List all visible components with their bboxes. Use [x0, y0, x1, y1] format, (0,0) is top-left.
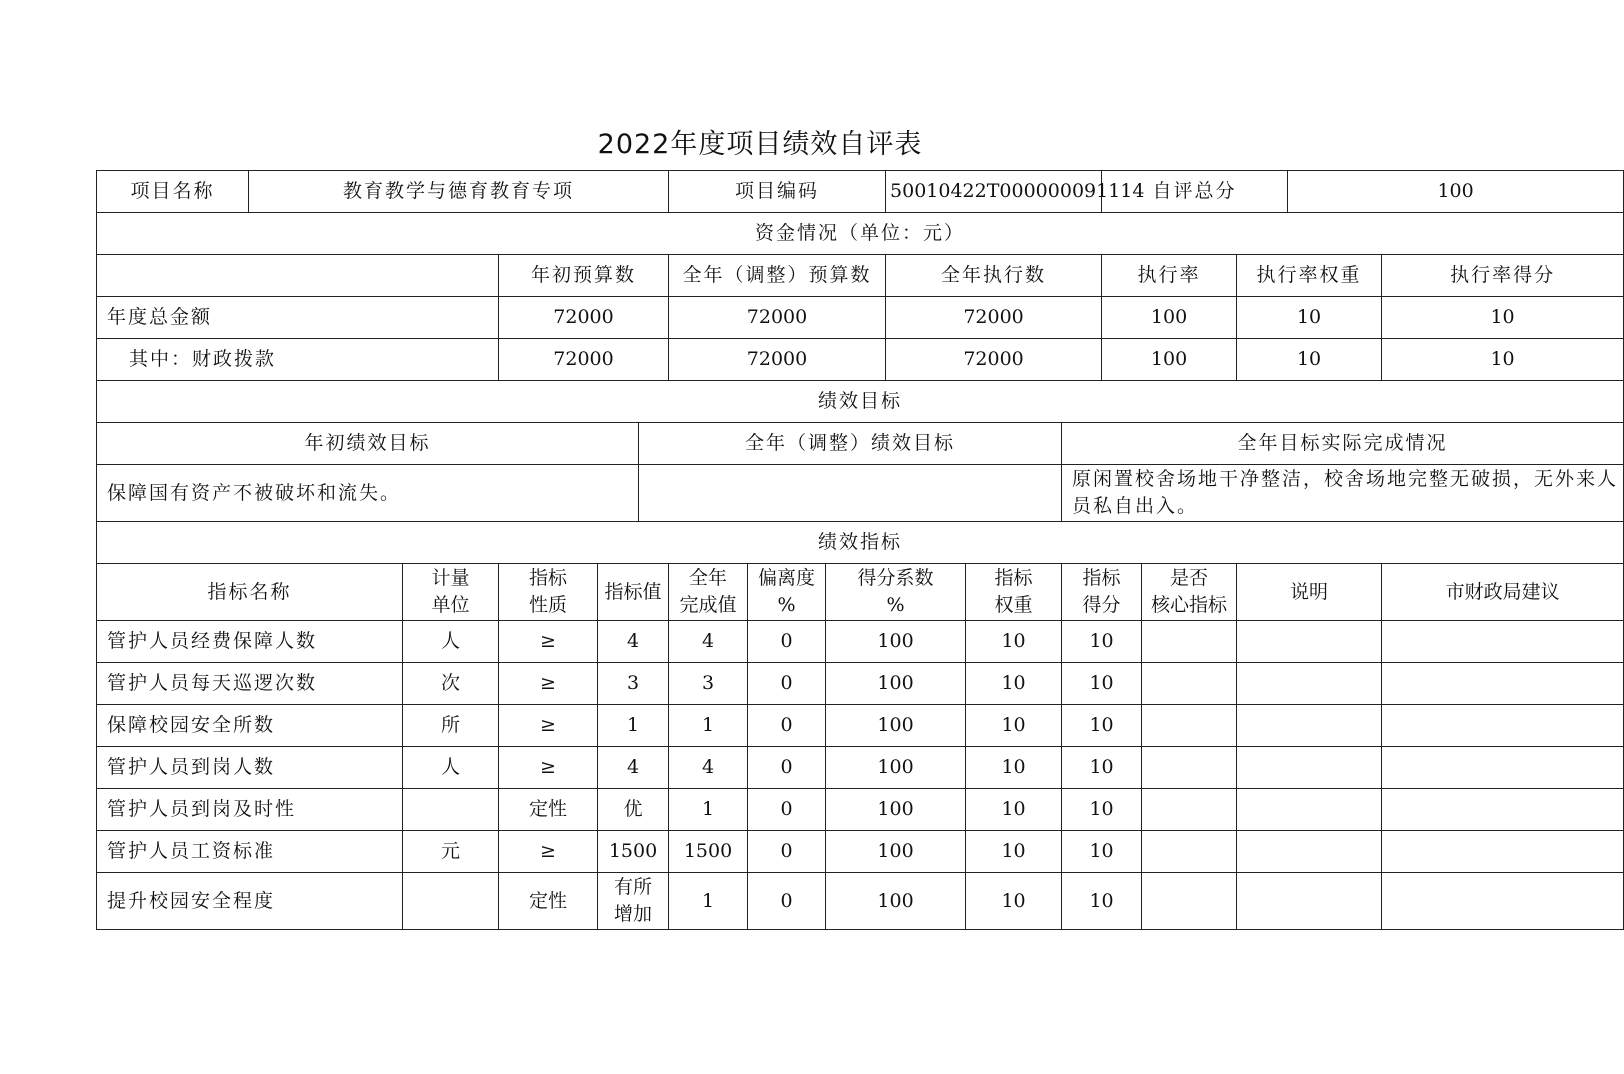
ind-done: 3 [669, 663, 748, 705]
ind-weight: 10 [966, 621, 1062, 663]
ind-value: 1500 [598, 831, 669, 873]
ind-header-score: 指标 得分 [1062, 564, 1142, 621]
project-code-value: 50010422T000000091114 [886, 171, 1102, 213]
ind-name: 管护人员到岗及时性 [97, 789, 403, 831]
ind-core [1142, 789, 1237, 831]
ind-value: 4 [598, 747, 669, 789]
ind-advice [1382, 747, 1624, 789]
funds-cell: 10 [1382, 297, 1624, 339]
ind-deviation: 0 [748, 873, 826, 930]
ind-advice [1382, 621, 1624, 663]
ind-header-coefficient: 得分系数 % [826, 564, 966, 621]
funds-cell: 72000 [886, 339, 1102, 381]
ind-weight: 10 [966, 663, 1062, 705]
ind-core [1142, 747, 1237, 789]
ind-note [1237, 789, 1382, 831]
ind-value: 优 [598, 789, 669, 831]
ind-coefficient: 100 [826, 705, 966, 747]
funds-cell: 10 [1237, 297, 1382, 339]
ind-deviation: 0 [748, 747, 826, 789]
ind-value: 4 [598, 621, 669, 663]
goal-initial: 保障国有资产不被破坏和流失。 [97, 465, 639, 522]
ind-unit: 元 [403, 831, 499, 873]
ind-deviation: 0 [748, 663, 826, 705]
ind-coefficient: 100 [826, 663, 966, 705]
page-title: 2022年度项目绩效自评表 [597, 129, 923, 160]
ind-nature: ≥ [499, 663, 598, 705]
ind-header-weight: 指标 权重 [966, 564, 1062, 621]
funds-header-row [97, 255, 1624, 297]
ind-nature: 定性 [499, 789, 598, 831]
ind-nature: 定性 [499, 873, 598, 930]
table-row [97, 831, 1624, 873]
ind-score: 10 [1062, 747, 1142, 789]
table-row [97, 747, 1624, 789]
ind-score: 10 [1062, 663, 1142, 705]
ind-score: 10 [1062, 873, 1142, 930]
ind-note [1237, 663, 1382, 705]
project-code-label: 项目编码 [669, 171, 886, 213]
ind-value: 1 [598, 705, 669, 747]
ind-done: 1 [669, 789, 748, 831]
ind-unit [403, 789, 499, 831]
ind-header-note: 说明 [1237, 564, 1382, 621]
funds-row-label: 年度总金额 [97, 297, 499, 339]
ind-score: 10 [1062, 621, 1142, 663]
ind-unit [403, 873, 499, 930]
ind-header-done: 全年 完成值 [669, 564, 748, 621]
ind-coefficient: 100 [826, 747, 966, 789]
ind-value: 3 [598, 663, 669, 705]
project-info-row [97, 171, 1624, 213]
funds-header: 执行率得分 [1382, 255, 1624, 297]
ind-score: 10 [1062, 831, 1142, 873]
ind-unit: 次 [403, 663, 499, 705]
table-row [97, 873, 1624, 930]
table-row [97, 663, 1624, 705]
ind-weight: 10 [966, 873, 1062, 930]
ind-done: 1 [669, 873, 748, 930]
ind-score: 10 [1062, 705, 1142, 747]
ind-unit: 人 [403, 621, 499, 663]
ind-note [1237, 747, 1382, 789]
ind-advice [1382, 789, 1624, 831]
ind-done: 1 [669, 705, 748, 747]
indicators-header-row [97, 564, 1624, 621]
goals-header: 年初绩效目标 [97, 423, 639, 465]
ind-nature: ≥ [499, 831, 598, 873]
ind-name: 管护人员到岗人数 [97, 747, 403, 789]
ind-note [1237, 873, 1382, 930]
funds-row-label: 其中：财政拨款 [97, 339, 499, 381]
ind-done: 4 [669, 747, 748, 789]
table-row [97, 621, 1624, 663]
table-row [97, 789, 1624, 831]
ind-note [1237, 705, 1382, 747]
ind-nature: ≥ [499, 747, 598, 789]
ind-weight: 10 [966, 705, 1062, 747]
ind-header-nature: 指标 性质 [499, 564, 598, 621]
ind-header-unit: 计量 单位 [403, 564, 499, 621]
ind-header-deviation: 偏离度 % [748, 564, 826, 621]
project-name-label: 项目名称 [97, 171, 249, 213]
funds-header: 全年执行数 [886, 255, 1102, 297]
funds-header: 执行率权重 [1237, 255, 1382, 297]
ind-deviation: 0 [748, 705, 826, 747]
goals-section-title: 绩效目标 [97, 381, 1624, 423]
funds-cell: 72000 [886, 297, 1102, 339]
ind-coefficient: 100 [826, 789, 966, 831]
goal-actual: 原闲置校舍场地干净整洁，校舍场地完整无破损，无外来人员私自出入。 [1062, 465, 1624, 522]
funds-cell: 72000 [499, 339, 669, 381]
ind-coefficient: 100 [826, 831, 966, 873]
ind-deviation: 0 [748, 831, 826, 873]
ind-advice [1382, 873, 1624, 930]
goals-content-row [97, 465, 1624, 522]
funds-section-title: 资金情况（单位：元） [97, 213, 1624, 255]
ind-header-name: 指标名称 [97, 564, 403, 621]
ind-done: 1500 [669, 831, 748, 873]
ind-deviation: 0 [748, 789, 826, 831]
ind-advice [1382, 831, 1624, 873]
ind-name: 管护人员经费保障人数 [97, 621, 403, 663]
goals-header: 全年（调整）绩效目标 [639, 423, 1062, 465]
funds-cell: 100 [1102, 297, 1237, 339]
funds-row [97, 297, 1624, 339]
funds-cell: 10 [1382, 339, 1624, 381]
ind-done: 4 [669, 621, 748, 663]
ind-value: 有所 增加 [598, 873, 669, 930]
funds-row [97, 339, 1624, 381]
ind-header-core: 是否 核心指标 [1142, 564, 1237, 621]
funds-cell: 72000 [499, 297, 669, 339]
funds-cell: 72000 [669, 339, 886, 381]
ind-note [1237, 621, 1382, 663]
ind-weight: 10 [966, 831, 1062, 873]
ind-name: 提升校园安全程度 [97, 873, 403, 930]
ind-advice [1382, 705, 1624, 747]
ind-coefficient: 100 [826, 621, 966, 663]
ind-coefficient: 100 [826, 873, 966, 930]
funds-header: 年初预算数 [499, 255, 669, 297]
ind-core [1142, 621, 1237, 663]
ind-weight: 10 [966, 789, 1062, 831]
funds-header-blank [97, 255, 499, 297]
ind-unit: 所 [403, 705, 499, 747]
goals-header-row [97, 423, 1624, 465]
ind-name: 保障校园安全所数 [97, 705, 403, 747]
goal-adjusted [639, 465, 1062, 522]
ind-deviation: 0 [748, 621, 826, 663]
score-value: 100 [1288, 171, 1624, 213]
funds-cell: 100 [1102, 339, 1237, 381]
funds-cell: 10 [1237, 339, 1382, 381]
ind-core [1142, 663, 1237, 705]
ind-weight: 10 [966, 747, 1062, 789]
ind-core [1142, 705, 1237, 747]
project-name-value: 教育教学与德育教育专项 [249, 171, 669, 213]
ind-advice [1382, 663, 1624, 705]
ind-nature: ≥ [499, 621, 598, 663]
funds-header: 执行率 [1102, 255, 1237, 297]
ind-name: 管护人员工资标准 [97, 831, 403, 873]
ind-note [1237, 831, 1382, 873]
ind-header-value: 指标值 [598, 564, 669, 621]
indicators-section-title: 绩效指标 [97, 522, 1624, 564]
ind-nature: ≥ [499, 705, 598, 747]
score-label: 自评总分 [1102, 171, 1288, 213]
table-row [97, 705, 1624, 747]
ind-core [1142, 873, 1237, 930]
ind-core [1142, 831, 1237, 873]
ind-name: 管护人员每天巡逻次数 [97, 663, 403, 705]
ind-score: 10 [1062, 789, 1142, 831]
evaluation-table [96, 170, 1624, 930]
funds-header: 全年（调整）预算数 [669, 255, 886, 297]
ind-header-advice: 市财政局建议 [1382, 564, 1624, 621]
funds-cell: 72000 [669, 297, 886, 339]
ind-unit: 人 [403, 747, 499, 789]
goals-header: 全年目标实际完成情况 [1062, 423, 1624, 465]
